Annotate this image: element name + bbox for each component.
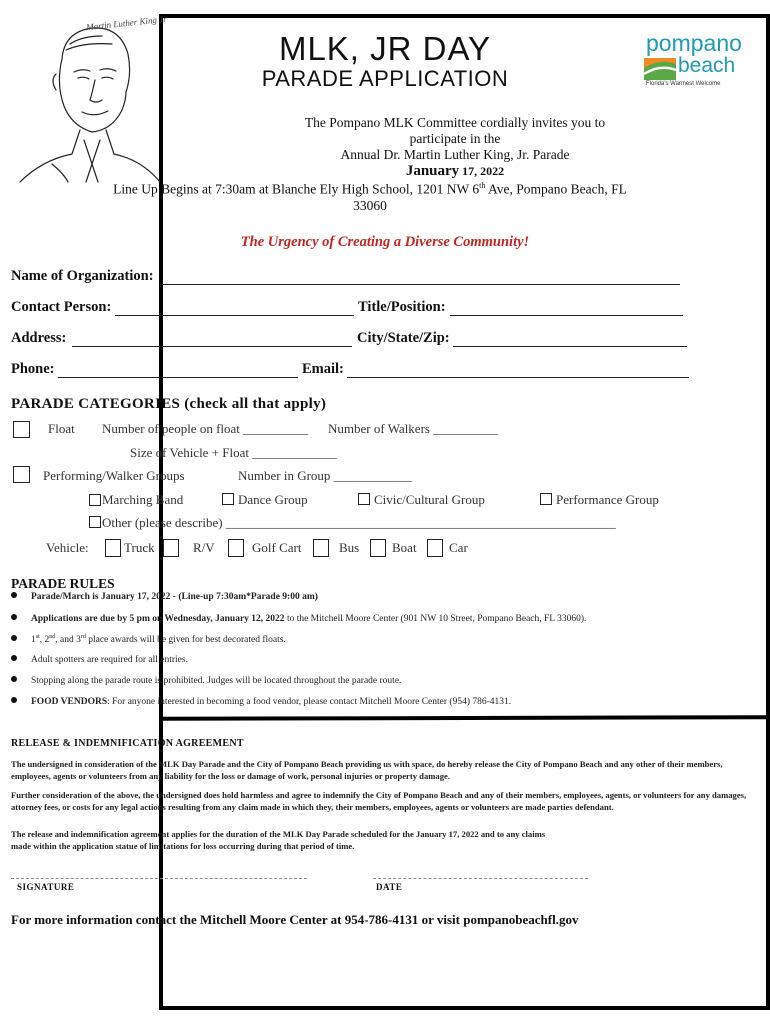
pompano-beach-logo bbox=[642, 32, 742, 92]
categories-heading: PARADE CATEGORIES (check all that apply) bbox=[11, 396, 327, 412]
boat-checkbox[interactable] bbox=[370, 539, 386, 557]
frame-right-border bbox=[766, 14, 770, 1010]
rule-3-c: , and 3 bbox=[55, 635, 81, 646]
mlk-portrait-sketch bbox=[12, 14, 162, 184]
bullet-icon bbox=[11, 655, 17, 661]
org-label: Name of Organization: bbox=[11, 268, 154, 284]
release-paragraph-3b: made within the application statue of limitations for loss occurring during that period of time. bbox=[11, 841, 355, 851]
other-describe-field[interactable]: Other (please describe) ____________________________________________________________ bbox=[102, 515, 616, 530]
truck-checkbox[interactable] bbox=[105, 539, 121, 557]
rule-item bbox=[11, 614, 586, 624]
release-paragraph-2: Further consideration of the above, the undersigned does hold harmless and agree to indemnify the City of Pompano Beach and any of their members, employees, agents, or volunteers for any damages, attorney fees, or costs for any legal actions resulting from any claim made in which they, their members, employees, agents or volunteers are made parties defendant. bbox=[11, 790, 747, 812]
rule-item bbox=[11, 634, 286, 645]
float-people-field[interactable]: Number of people on float __________ bbox=[102, 421, 309, 436]
rule-6-text: : For anyone interested in becoming a food vendor, please contact Mitchell Moore Center (954) 786-4131. bbox=[107, 697, 512, 707]
intro-line-1: The Pompano MLK Committee cordially invites you to bbox=[304, 115, 606, 130]
marching-band-label: Marching Band bbox=[102, 492, 184, 507]
org-input[interactable] bbox=[160, 284, 680, 285]
civic-group-label: Civic/Cultural Group bbox=[374, 492, 485, 507]
parade-date bbox=[240, 163, 670, 180]
page-subtitle: PARADE APPLICATION bbox=[261, 66, 509, 91]
rv-checkbox[interactable] bbox=[163, 539, 179, 557]
rule-2-text: to the Mitchell Moore Center (901 NW 10 Street, Pompano Beach, FL 33060). bbox=[284, 614, 587, 624]
golf-cart-label: Golf Cart bbox=[252, 540, 302, 555]
performance-group-checkbox[interactable] bbox=[540, 493, 552, 505]
performing-checkbox[interactable] bbox=[13, 466, 30, 483]
parade-date-rest: 17, 2022 bbox=[459, 164, 505, 178]
date-label: DATE bbox=[376, 882, 403, 892]
performance-group-label: Performance Group bbox=[556, 492, 659, 507]
lineup-text-b: Ave, Pompano Beach, FL bbox=[485, 181, 627, 197]
portrait-signature: Martin Luther King Jr bbox=[85, 13, 168, 33]
boat-label: Boat bbox=[392, 540, 417, 555]
rule-2-bold: Applications are due by 5 pm on Wednesday, January 12, 2022 bbox=[31, 614, 285, 624]
rule-3-sup2: nd bbox=[49, 634, 56, 640]
rule-item bbox=[11, 676, 401, 686]
phone-input[interactable] bbox=[58, 377, 298, 378]
email-input[interactable] bbox=[347, 377, 689, 378]
address-label: Address: bbox=[11, 330, 67, 346]
bullet-icon bbox=[11, 697, 17, 703]
group-number-field[interactable]: Number in Group ____________ bbox=[238, 468, 412, 483]
bullet-icon bbox=[11, 614, 17, 620]
signature-input[interactable] bbox=[11, 878, 307, 879]
float-checkbox[interactable] bbox=[13, 421, 30, 438]
city-input[interactable] bbox=[453, 346, 687, 347]
logo-tagline: Florida's Warmest Welcome bbox=[646, 81, 721, 87]
title-label: Title/Position: bbox=[358, 299, 446, 315]
rule-3-b: , 2 bbox=[39, 635, 50, 646]
car-label: Car bbox=[449, 540, 468, 555]
phone-label: Phone: bbox=[11, 361, 55, 377]
lineup-info bbox=[40, 181, 700, 198]
rule-5-text: Stopping along the parade route is prohibited. Judges will be located throughout the parade route. bbox=[31, 676, 402, 686]
address-input[interactable] bbox=[72, 346, 352, 347]
rule-1-text: Parade/March is January 17, 2022 - (Line-up 7:30am*Parade 9:00 am) bbox=[31, 592, 318, 602]
logo-word-bottom: beach bbox=[678, 54, 736, 77]
rule-item bbox=[11, 697, 511, 707]
contact-label: Contact Person: bbox=[11, 299, 112, 315]
rules-heading: PARADE RULES bbox=[11, 576, 115, 591]
city-label: City/State/Zip: bbox=[357, 330, 450, 346]
dance-group-label: Dance Group bbox=[238, 492, 308, 507]
page-title: MLK, JR DAY bbox=[278, 30, 492, 67]
signature-label: SIGNATURE bbox=[17, 882, 75, 892]
parade-theme: The Urgency of Creating a Diverse Community! bbox=[240, 234, 530, 250]
bus-label: Bus bbox=[339, 540, 360, 555]
rule-4-text: Adult spotters are required for all entries. bbox=[31, 655, 188, 665]
intro-line-3: Annual Dr. Martin Luther King, Jr. Parade bbox=[340, 147, 570, 162]
section-divider bbox=[160, 715, 770, 721]
dance-group-checkbox[interactable] bbox=[222, 493, 234, 505]
release-paragraph-3a: The release and indemnification agreement applies for the duration of the MLK Day Parade scheduled for the January 17, 2022 and to any claims bbox=[11, 829, 546, 839]
bullet-icon bbox=[11, 635, 17, 641]
golf-cart-checkbox[interactable] bbox=[228, 539, 244, 557]
contact-info: For more information contact the Mitchell Moore Center at 954-786-4131 or visit pompanobeachfl.gov bbox=[11, 912, 579, 927]
marching-band-checkbox[interactable] bbox=[89, 494, 101, 506]
rule-3-d: place awards will be given for best decorated floats. bbox=[85, 635, 286, 646]
car-checkbox[interactable] bbox=[427, 539, 443, 557]
civic-group-checkbox[interactable] bbox=[358, 493, 370, 505]
rule-6-bold: FOOD VENDORS bbox=[31, 697, 108, 707]
release-heading: RELEASE & INDEMNIFICATION AGREEMENT bbox=[11, 738, 244, 749]
rule-item bbox=[11, 592, 318, 602]
rule-3-sup1: st bbox=[35, 634, 40, 640]
title-input[interactable] bbox=[450, 315, 683, 316]
float-size-field[interactable]: Size of Vehicle + Float _____________ bbox=[130, 445, 337, 460]
intro-line-2: participate in the bbox=[409, 131, 501, 146]
lineup-text-a: Line Up Begins at 7:30am at Blanche Ely High School, 1201 NW 6 bbox=[113, 181, 480, 197]
release-paragraph-1: The undersigned in consideration of the MLK Day Parade and the City of Pompano Beach providing us with space, do hereby release the City of Pompano Beach and any other of their members, employees, agents or volunteers from any liability for the loss or damage of work, personal injuries or property damage. bbox=[11, 759, 723, 781]
rule-3-a: 1 bbox=[31, 635, 36, 646]
email-label: Email: bbox=[302, 361, 344, 377]
parade-date-month: January bbox=[405, 163, 460, 179]
bus-checkbox[interactable] bbox=[313, 539, 329, 557]
rule-3-sup3: rd bbox=[80, 634, 86, 640]
other-checkbox[interactable] bbox=[89, 516, 101, 528]
logo-word-top: pompano bbox=[646, 30, 742, 56]
frame-top-border bbox=[159, 14, 770, 18]
performing-label: Performing/Walker Groups bbox=[43, 468, 185, 483]
vehicle-label: Vehicle: bbox=[46, 540, 89, 555]
rv-label: R/V bbox=[193, 540, 215, 555]
bullet-icon bbox=[11, 676, 17, 682]
float-walkers-field[interactable]: Number of Walkers __________ bbox=[328, 421, 499, 436]
contact-input[interactable] bbox=[115, 315, 354, 316]
frame-bottom-border bbox=[159, 1006, 770, 1010]
lineup-zip: 33060 bbox=[353, 198, 387, 213]
wave-icon bbox=[644, 58, 676, 80]
lineup-sup: th bbox=[479, 181, 486, 190]
date-input[interactable] bbox=[373, 878, 588, 879]
float-label: Float bbox=[48, 421, 75, 436]
rule-item bbox=[11, 655, 188, 665]
truck-label: Truck bbox=[124, 540, 155, 555]
bullet-icon bbox=[11, 592, 17, 598]
